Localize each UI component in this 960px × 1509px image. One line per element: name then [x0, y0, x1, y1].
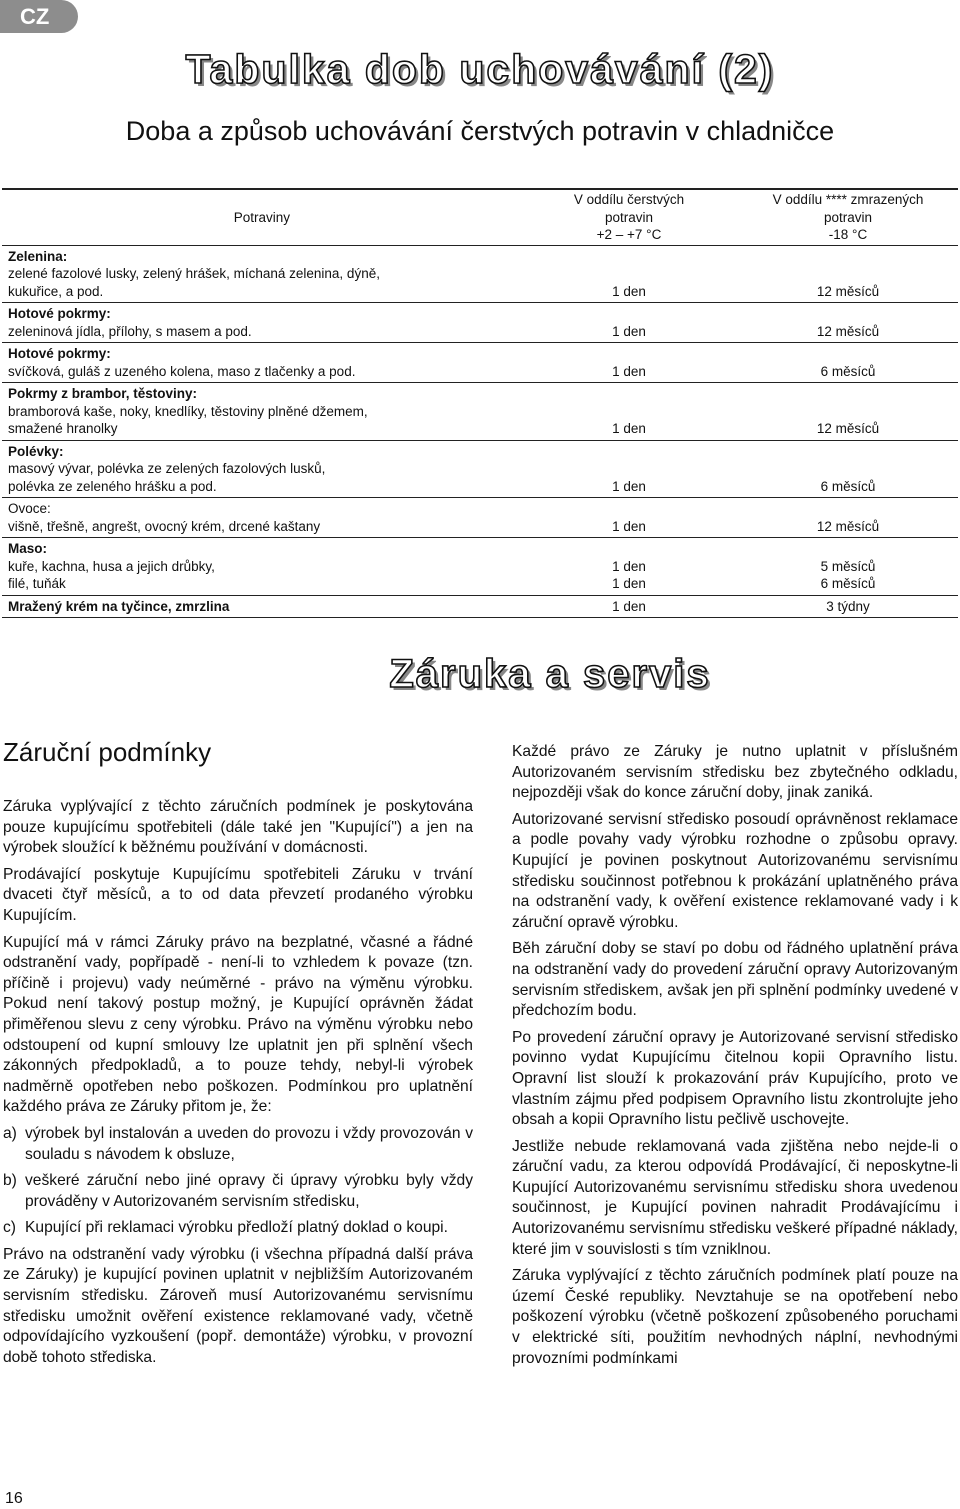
table-row — [2, 383, 958, 441]
frozen-duration: 12 měsíců — [816, 323, 880, 339]
fresh-duration-cell — [520, 595, 738, 618]
food-description: zeleninová jídla, přílohy, s masem a pod. — [8, 323, 252, 339]
header-fresh-line: +2 – +7 °C — [596, 227, 662, 242]
food-category: Hotové pokrmy: — [8, 346, 111, 361]
page-subtitle: Doba a způsob uchovávání čerstvých potravin v chladničce — [125, 116, 835, 146]
food-description: filé, tuňák — [8, 576, 66, 591]
frozen-duration-cell — [738, 440, 958, 498]
food-category: Mražený krém na tyčince, zmrzlina — [8, 598, 230, 614]
fresh-duration: 1 den — [612, 576, 646, 591]
header-fresh-line: V oddílu čerstvých — [573, 192, 685, 207]
page-title: Tabulka dob uchovávání (2) — [185, 46, 775, 92]
list-text: veškeré záruční nebo jiné opravy či úpravy výrobku byly vždy prováděny v Autorizovaném servisním středisku, — [25, 1172, 473, 1210]
list-label: b) — [3, 1172, 17, 1190]
frozen-duration: 12 měsíců — [816, 283, 880, 299]
frozen-duration-cell — [738, 595, 958, 618]
food-category: Maso: — [8, 541, 48, 556]
table-row — [2, 303, 958, 343]
section-title: Záruka a servis — [389, 652, 711, 696]
table-row — [2, 440, 958, 498]
food-description: višně, třešně, angrešt, ovocný krém, drcené kaštany — [8, 518, 321, 534]
food-cell — [2, 440, 520, 498]
food-description: masový vývar, polévka ze zelených fazolových lusků, — [8, 461, 326, 476]
frozen-duration: 3 týdny — [826, 598, 870, 614]
table-row — [2, 538, 958, 596]
frozen-duration: 6 měsíců — [820, 478, 876, 494]
page-number: 16 — [5, 1490, 23, 1507]
paragraph: Po provedení záruční opravy je Autorizované servisní středisko povinno vydat Kupujícímu čitelnou kopii Opravního listu. Opravní list slouží k prokazování práv Kupujícího, proto ve vlastním zájmu před podpisem Opravního listu zkontrolujte jeho obsah a kopii Opravního listu pečlivě uschovejte. — [512, 1028, 958, 1129]
frozen-duration: 12 měsíců — [816, 421, 880, 436]
list-label: a) — [3, 1124, 17, 1142]
table-row — [2, 245, 958, 303]
list-item — [3, 1171, 473, 1212]
list-text: výrobek byl instalován a uveden do provozu i vždy provozován v souladu s návodem k obsluze, — [25, 1124, 473, 1163]
list-label: c) — [3, 1219, 16, 1237]
frozen-duration-cell — [738, 383, 958, 441]
food-description: polévka ze zeleného hrášku a pod. — [8, 478, 217, 494]
header-fresh — [520, 189, 738, 245]
frozen-duration: 12 měsíců — [816, 518, 880, 534]
fresh-duration-cell — [520, 498, 738, 538]
food-category: Ovoce: — [8, 501, 51, 516]
frozen-duration-cell — [738, 343, 958, 383]
fresh-duration: 1 den — [612, 518, 646, 534]
fresh-duration: 1 den — [612, 283, 646, 299]
food-description: kuře, kachna, husa a jejich drůbky, — [8, 558, 215, 574]
frozen-duration: 5 měsíců — [820, 558, 876, 574]
table-row — [2, 343, 958, 383]
list-item — [3, 1124, 473, 1165]
fresh-duration-cell — [520, 303, 738, 343]
fresh-duration: 1 den — [612, 598, 646, 614]
paragraph: Jestliže nebude reklamovaná vada zjištěna nebo nejde-li o záruční vadu, za kterou odpovídá Prodávající, či neposkytne-li Kupující Autorizovanému servisnímu středisku shora uvedenou součinnost, je Kupující povinen nahradit Prodávajícímu i Autorizovanému servisnímu středisku veškeré případné náklady, které jim v souvislosti s tím vzniklnou. — [512, 1137, 958, 1258]
paragraph: Běh záruční doby se staví po dobu od řádného uplatnění práva na odstranění vady do provedení záruční opravy Autorizovaným servisním střediskem, avšak jen při splnění podmínky uvedené v předchozím bodu. — [512, 940, 958, 1020]
fresh-duration: 1 den — [612, 363, 646, 379]
warranty-left-column — [3, 735, 473, 1374]
header-fresh-line: potravin — [604, 209, 654, 225]
frozen-duration-cell — [738, 303, 958, 343]
header-frozen — [738, 189, 958, 245]
fresh-duration-cell — [520, 343, 738, 383]
food-cell — [2, 383, 520, 441]
header-frozen-line: -18 °C — [828, 227, 868, 242]
table-header-row — [2, 189, 958, 245]
header-food: Potraviny — [233, 209, 290, 225]
food-category: Polévky: — [8, 443, 64, 459]
food-description: bramborová kaše, noky, knedlíky, těstoviny plněné džemem, — [8, 403, 368, 419]
table-row — [2, 498, 958, 538]
fresh-duration: 1 den — [612, 478, 646, 494]
food-cell — [2, 245, 520, 303]
language-badge: CZ — [0, 0, 78, 33]
food-description: kukuřice, a pod. — [8, 283, 104, 299]
paragraph: Autorizované servisní středisko posoudí oprávněnost reklamace a podle povahy vady výrobku rozhodne o způsobu opravy. Kupující je povinen poskytnout Autorizovanému servisnímu středisku součinnost potřebnou k prokázání uplatněného práva na odstranění vady, k ověření existence reklamované vady i k záruční opravě výrobku. — [512, 810, 958, 931]
header-frozen-line: V oddílu **** zmrazených — [772, 192, 924, 207]
food-category: Hotové pokrmy: — [8, 306, 111, 321]
paragraph: Prodávající poskytuje Kupujícímu spotřebiteli Záruku v trvání dvaceti čtyř měsíců, a to od data převzetí prodaného výrobku Kupujícím. — [3, 865, 473, 924]
fresh-duration-cell — [520, 538, 738, 596]
table-row — [2, 595, 958, 618]
food-description: svíčková, guláš z uzeného kolena, maso z tlačenky a pod. — [8, 363, 356, 379]
paragraph: Každé právo ze Záruky je nutno uplatnit v příslušném Autorizovaném servisním středisku bez zbytečného odkladu, nejpozději však do konce záruční doby, jinak zaniká. — [512, 743, 958, 802]
list-item — [3, 1218, 473, 1239]
food-category: Pokrmy z brambor, těstoviny: — [8, 386, 198, 401]
fresh-duration-cell — [520, 245, 738, 303]
fresh-duration-cell — [520, 383, 738, 441]
paragraph: Kupující má v rámci Záruky právo na bezplatné, včasné a řádné odstranění vady, popřípadě - není-li to vzhledem k povaze (tzn. příčině i projevu) vady neúměrné - právo na výměnu výrobku. Pokud není takový postup možný, je Kupující oprávněn žádat přiměřenou slevu z ceny výrobku. Právo na výměnu výrobku nebo odstoupení od kupní smlouvy lze uplatnit jen při splnění všech zákonných předpokladů, a to pouze tehdy, nebyl-li výrobek nadměrně opotřeben nebo poškozen. Podmínkou pro uplatnění každého práva ze Záruky přitom je, že: — [3, 933, 473, 1116]
storage-table — [2, 188, 958, 618]
list-text: Kupující při reklamaci výrobku předloží platný doklad o koupi. — [25, 1219, 448, 1237]
food-cell — [2, 303, 520, 343]
header-frozen-line: potravin — [823, 209, 873, 225]
food-description: smažené hranolky — [8, 421, 118, 436]
fresh-duration: 1 den — [612, 558, 646, 574]
fresh-duration: 1 den — [612, 323, 646, 339]
frozen-duration: 6 měsíců — [820, 363, 876, 379]
warranty-heading: Záruční podmínky — [3, 737, 212, 767]
food-description: zelené fazolové lusky, zelený hrášek, míchaná zelenina, dýně, — [8, 266, 380, 281]
frozen-duration-cell — [738, 498, 958, 538]
frozen-duration-cell — [738, 245, 958, 303]
fresh-duration-cell — [520, 440, 738, 498]
food-cell — [2, 343, 520, 383]
paragraph: Právo na odstranění vady výrobku (i všechna případná další práva ze Záruky) je kupující povinen uplatnit v nejbližším Autorizovaném servisním středisku. Zároveň musí Autorizovanému servisnímu středisku umožnit ověření existence reklamované vady, včetně odpovídajícího vyzkoušení (popř. demontáže) výrobku, v provozní době tohoto střediska. — [3, 1245, 473, 1366]
fresh-duration: 1 den — [612, 421, 646, 436]
frozen-duration-cell — [738, 538, 958, 596]
frozen-duration: 6 měsíců — [820, 576, 876, 591]
food-cell — [2, 595, 520, 618]
food-category: Zelenina: — [8, 248, 68, 264]
food-cell — [2, 498, 520, 538]
food-cell — [2, 538, 520, 596]
warranty-right-column — [512, 742, 958, 1375]
paragraph: Záruka vyplývající z těchto záručních podmínek platí pouze na území České republiky. Nevztahuje se na opotřebení nebo poškození výrobku (včetně poškození způsobeného poruchami v elektrické síti, použitím nevhodných náplní, nevhodnými provozními podmínkami — [512, 1267, 958, 1367]
paragraph: Záruka vyplývající z těchto záručních podmínek je poskytována pouze kupujícímu spotřebiteli (dále také jen "Kupující") a jen na výrobek sloužící k běžnému používání v domácnosti. — [3, 798, 473, 857]
